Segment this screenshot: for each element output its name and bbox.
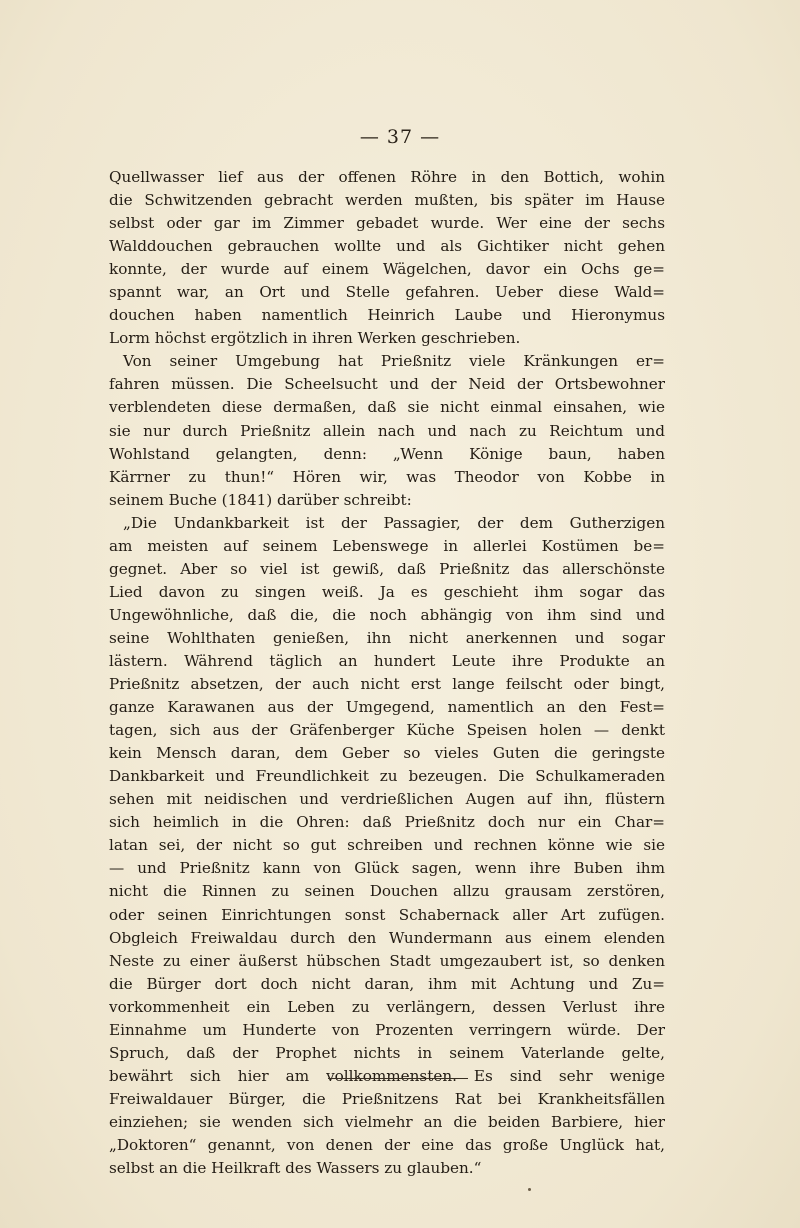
text-line: Neste zu einer äußerst hübschen Stadt umgezaubert ist, so denken <box>109 951 665 970</box>
page-number: — 37 — <box>359 126 441 148</box>
text-line: ganze Karawanen aus der Umgegend, namentlich an den Fest= <box>109 698 665 717</box>
text-line: spannt war, an Ort und Stelle gefahren. Ueber diese Wald= <box>109 283 665 302</box>
paper-speck <box>528 1188 531 1191</box>
text-line: latan sei, der nicht so gut schreiben und rechnen könne wie sie <box>109 836 665 855</box>
text-line: Quellwasser lief aus der offenen Röhre in den Bottich, wohin <box>109 168 665 186</box>
text-line: Einnahme um Hunderte von Prozenten verringern würde. Der <box>109 1020 665 1039</box>
section-end-rule <box>328 1078 468 1079</box>
text-line: sich heimlich in die Ohren: daß Prießnitz doch nur ein Char= <box>109 813 665 832</box>
text-line: Kärrner zu thun!“ Hören wir, was Theodor von Kobbe in <box>109 467 665 486</box>
text-line: oder seinen Einrichtungen sonst Schabernack aller Art zufügen. <box>109 905 665 924</box>
text-line: gegnet. Aber so viel ist gewiß, daß Prießnitz das allerschönste <box>109 559 665 578</box>
text-line: tagen, sich aus der Gräfenberger Küche Speisen holen — denkt <box>109 721 665 740</box>
text-line: vorkommenheit ein Leben zu verlängern, dessen Verlust ihre <box>109 997 665 1016</box>
text-line: „Die Undankbarkeit ist der Passagier, der dem Gutherzigen <box>123 513 665 532</box>
text-line: Lorm höchst ergötzlich in ihren Werken geschrieben. <box>109 329 521 348</box>
text-line: Wohlstand gelangten, denn: „Wenn Könige baun, haben <box>109 444 665 463</box>
text-line: bewährt sich hier am vollkommensten. Es sind sehr wenige <box>109 1066 665 1085</box>
text-line: Dankbarkeit und Freundlichkeit zu bezeugen. Die Schulkameraden <box>109 767 665 786</box>
text-line: Von seiner Umgebung hat Prießnitz viele Kränkungen er= <box>123 352 665 371</box>
text-line: selbst an die Heilkraft des Wassers zu glauben.“ <box>109 1159 482 1178</box>
text-line: Spruch, daß der Prophet nichts in seinem Vaterlande gelte, <box>109 1043 665 1062</box>
text-line: Walddouchen gebrauchen wollte und als Gichtiker nicht gehen <box>109 237 665 256</box>
text-line: verblendeten diese dermaßen, daß sie nicht einmal einsahen, wie <box>109 398 665 417</box>
text-line: sie nur durch Prießnitz allein nach und nach zu Reichtum und <box>109 421 665 440</box>
text-line: die Bürger dort doch nicht daran, ihm mit Achtung und Zu= <box>109 974 665 993</box>
text-line: fahren müssen. Die Scheelsucht und der Neid der Ortsbewohner <box>109 375 665 394</box>
text-line: konnte, der wurde auf einem Wägelchen, davor ein Ochs ge= <box>109 260 665 279</box>
body-text <box>109 166 665 1180</box>
text-line: selbst oder gar im Zimmer gebadet wurde. Wer eine der sechs <box>109 214 665 233</box>
text-line: — und Prießnitz kann von Glück sagen, wenn ihre Buben ihm <box>109 859 665 878</box>
text-line: Prießnitz absetzen, der auch nicht erst lange feilscht oder bingt, <box>109 675 665 694</box>
text-line: Ungewöhnliche, daß die, die noch abhängig von ihm sind und <box>109 605 665 624</box>
text-line: sehen mit neidischen und verdrießlichen Augen auf ihn, flüstern <box>109 790 665 809</box>
text-line: lästern. Während täglich an hundert Leute ihre Produkte an <box>109 651 665 670</box>
text-line: seinem Buche (1841) darüber schreibt: <box>109 490 412 509</box>
text-line: am meisten auf seinem Lebenswege in allerlei Kostümen be= <box>109 536 665 555</box>
text-line: douchen haben namentlich Heinrich Laube und Hieronymus <box>109 306 665 325</box>
text-line: nicht die Rinnen zu seinen Douchen allzu grausam zerstören, <box>109 882 665 901</box>
text-line: seine Wohlthaten genießen, ihn nicht anerkennen und sogar <box>109 628 665 647</box>
text-line: „Doktoren“ genannt, von denen der eine das große Unglück hat, <box>109 1135 665 1154</box>
text-line: Obgleich Freiwaldau durch den Wundermann aus einem elenden <box>109 928 665 947</box>
text-line: Lied davon zu singen weiß. Ja es geschieht ihm sogar das <box>109 582 665 601</box>
text-line: Freiwaldauer Bürger, die Prießnitzens Rat bei Krankheitsfällen <box>109 1089 665 1108</box>
text-line: die Schwitzenden gebracht werden mußten, bis später im Hause <box>109 191 665 210</box>
text-line: kein Mensch daran, dem Geber so vieles Guten die geringste <box>109 744 665 763</box>
text-line: einziehen; sie wenden sich vielmehr an die beiden Barbiere, hier <box>109 1112 665 1131</box>
